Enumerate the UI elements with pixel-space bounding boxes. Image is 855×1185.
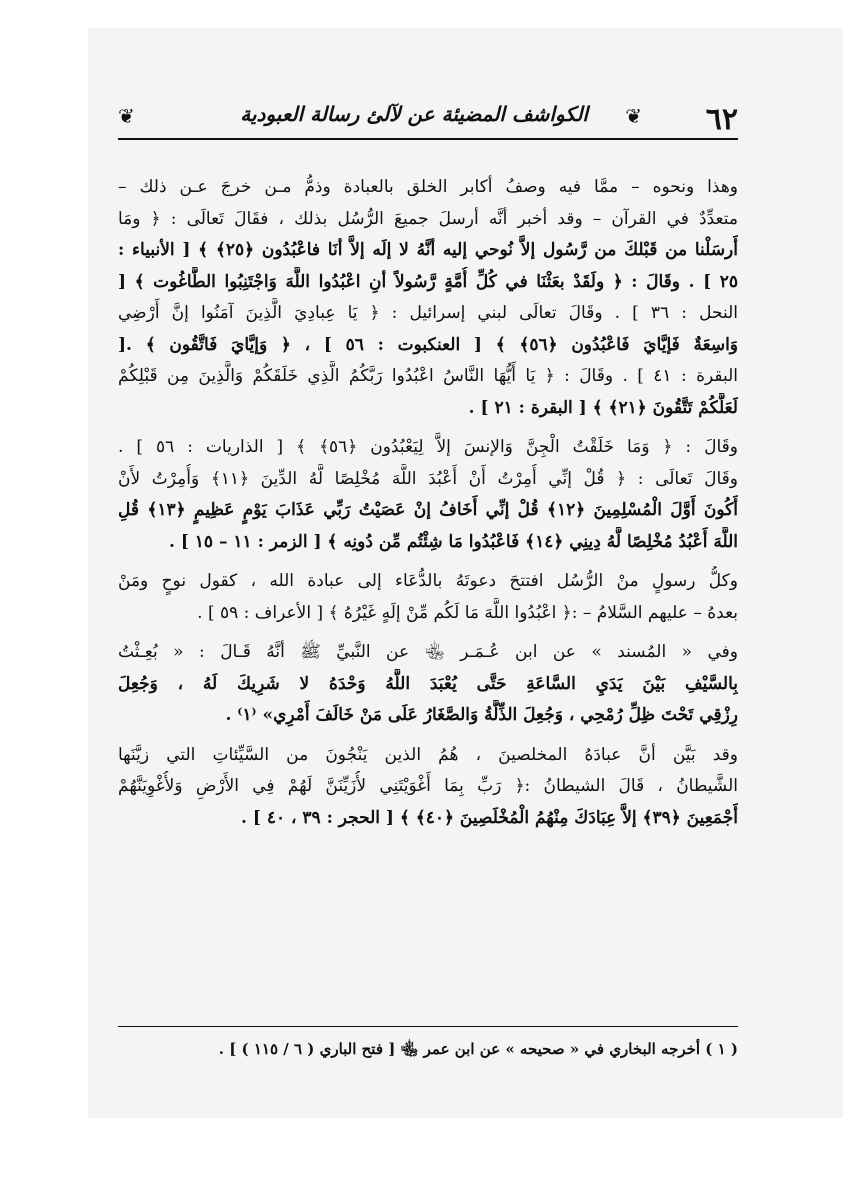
ornament-icon: ❦ xyxy=(625,104,642,128)
text-line: النحل : ٣٦ ] . وقَالَ تعالَى لبني إسرائيل : ﴿ يَا عِبادِيَ الَّذِينَ آمَنُوا إنَّ أَرْضِي xyxy=(118,303,738,323)
text-line: أَرسَلْنا من قَبْلكَ من رَّسُول إلاَّ نُوحي إليه أنَّهُ لا إلَه إلاَّ أنَا فاعْبُدُون ﴿٢٥﴾ ﴾ [ الأنبياء : xyxy=(118,240,738,260)
body-text xyxy=(118,172,738,834)
text-line: رِزْقِي تَحْتَ ظِلِّ رُمْحِي ، وَجُعِلَ الذِّلَّةُ وَالصَّغَارُ عَلَى مَنْ خَالَفَ أَمْرِي» ⁽١⁾ . xyxy=(225,705,738,725)
footnote: ( ١ ) أخرجه البخاري في « صحيحه » عن ابن عمر ﵄ [ فتح الباري ( ٦ / ١١٥ ) ] . xyxy=(218,1040,738,1058)
text-line: أَجْمَعِينَ ﴿٣٩﴾ إلاَّ عِبَادَكَ مِنْهُمُ الْمُخْلَصِينَ ﴿٤٠﴾ ﴾ [ الحجر : ٣٩ ، ٤٠ ] . xyxy=(241,807,738,828)
text-line: اللَّهَ أَعْبُدُ مُخْلِصًا لَّهُ دِينِي ﴿١٤﴾ فَاعْبُدُوا مَا شِئْتُم مِّن دُونِه ﴾ [ الزمر : ١١ – ١٥ ] . xyxy=(168,531,738,552)
paragraph-gap xyxy=(118,424,738,432)
text-line: وَاسِعَةٌ فَإيَّايَ فَاعْبُدُون ﴿٥٦﴾ ﴾ [ العنكبوت : ٥٦ ] ، ﴿ وَإيَّايَ فَاتَّقُون ﴾ .[ xyxy=(118,334,738,355)
running-title: الكواشف المضيئة عن لآلئ رسالة العبودية xyxy=(240,102,588,126)
text-line: وقَالَ : ﴿ وَمَا خَلَقْتُ الْجِنَّ وَالإنسَ إلاَّ لِيَعْبُدُون ﴿٥٦﴾ ﴾ [ الذاريات : ٥٦ ] . xyxy=(118,437,738,457)
text-line: وفي « المُسند » عن ابن عُـمَـر ﵄ عن النَّبيِّ ﷺ أنَّهُ قَـالَ : « بُعِـثْتُ xyxy=(118,642,738,662)
text-line: وهذا ونحوه – ممَّا فيه وصفُ أكابر الخلق بالعبادة وذمُّ مـن خرجَ عـن ذلك – xyxy=(118,177,738,197)
text-line: بعدهُ – عليهم السَّلامُ – :﴿ اعْبُدُوا اللَّهَ مَا لَكُم مِّنْ إلَهٍ غَيْرُهُ ﴾ [ الأعراف : ٥٩ ] . xyxy=(197,602,738,623)
footnote-rule xyxy=(118,1026,738,1027)
page-number: ٦٢ xyxy=(705,102,738,137)
text-line: وقَالَ تَعالَى : ﴿ قُلْ إنِّي أُمِرْتُ أَنْ أَعْبُدَ اللَّهَ مُخْلِصًا لَّهُ الدِّينَ ﴿١١﴾ وَأُمِرْتُ لأَنْ xyxy=(118,468,738,489)
paragraph-gap xyxy=(118,732,738,740)
paragraph-gap xyxy=(118,558,738,566)
text-line: وقد بَيَّن أنَّ عبادَهُ المخلصينَ ، هُمُ الذين يَنْجُونَ من السَّيِّئاتِ التي زيَّنَها xyxy=(118,744,738,765)
ornament-icon: ❦ xyxy=(118,104,135,128)
page-header xyxy=(118,98,738,138)
text-line: البقرة : ٤١ ] . وقَالَ : ﴿ يَا أَيُّهَا النَّاسُ اعْبُدُوا رَبَّكُمُ الَّذِي خَلَقَكُمْ وَالَّذِينَ مِن قَبْلِكُمْ xyxy=(118,366,738,386)
text-line: لَعَلَّكُمْ تَتَّقُونَ ﴿٢١﴾ ﴾ [ البقرة : ٢١ ] . xyxy=(468,397,738,418)
text-line: ٢٥ ] . وقَالَ : ﴿ ولَقَدْ بعَثْنَا في كُلِّ أُمَّةٍ رَّسُولاً أنِ اعْبُدُوا اللَّهَ وَاجْتَنِبُوا الطَّاغُوت ﴾ [ xyxy=(118,271,738,292)
text-line: متعدِّدٌ في القرآن – وقد أخبر أنَّه أرسلَ جميعَ الرُّسُل بذلك ، فقَالَ تَعالَى : ﴿ ومَا xyxy=(118,208,738,229)
text-line: وكلُّ رسولٍ منْ الرُّسُل افتتحَ دعوتَهُ بالدُّعَاء إلى عبادة الله ، كقول نوحٍ ومَنْ xyxy=(118,571,738,591)
text-line: أَكُونَ أَوَّلَ الْمُسْلِمِينَ ﴿١٢﴾ قُلْ إنِّي أَخَافُ إنْ عَصَيْتُ رَبِّي عَذَابَ يَوْمٍ عَظِيمٍ ﴿١٣﴾ قُلِ xyxy=(118,500,738,520)
text-line: بِالسَّيْفِ بَيْنَ يَدَيِ السَّاعَةِ حَتَّى يُعْبَدَ اللَّهُ وَحْدَهُ لا شَرِيكَ لَهُ ، وَجُعِلَ xyxy=(118,673,738,694)
text-line: الشَّيطانُ ، قَالَ الشيطانُ :﴿ رَبِّ بِمَا أَغْوَيْتَنِي لأُزَيِّنَنَّ لَهُمْ فِي الأَرْضِ وَلأُغْوِيَنَّهُمْ xyxy=(118,776,738,796)
paragraph-gap xyxy=(118,629,738,637)
header-rule xyxy=(118,138,738,140)
